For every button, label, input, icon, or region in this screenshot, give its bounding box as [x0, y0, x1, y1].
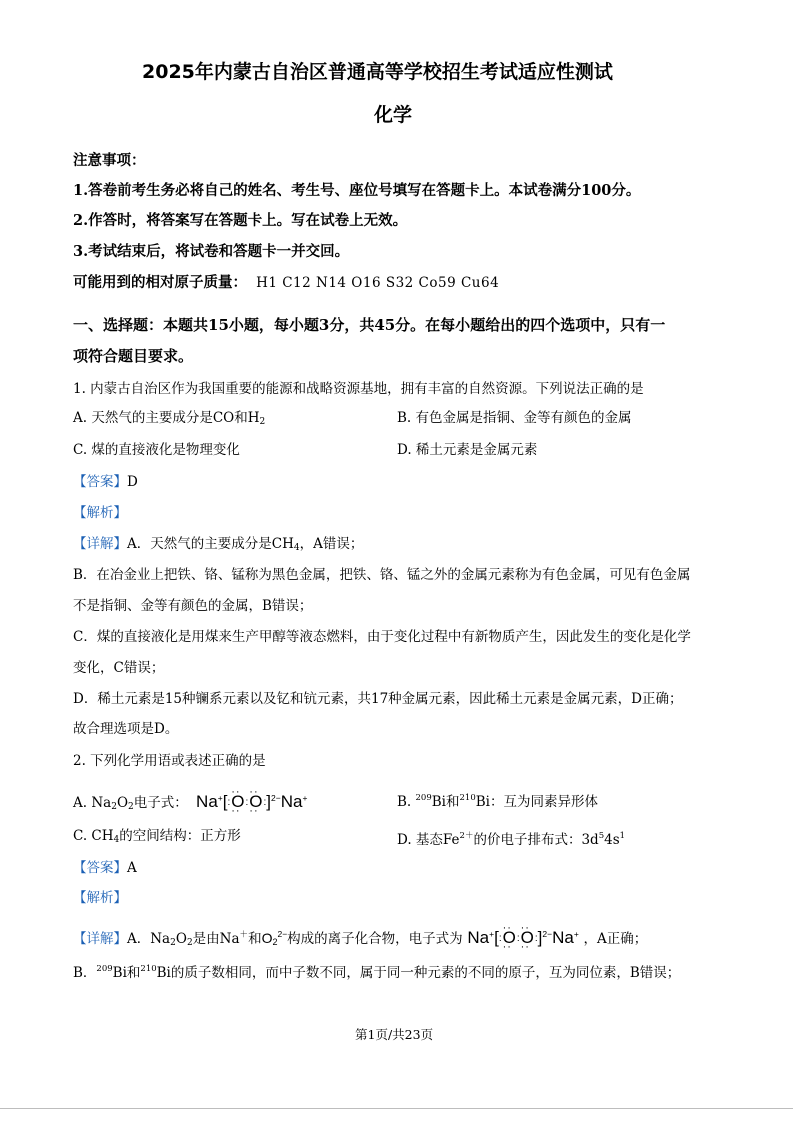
detail-tag: 【详解】 — [73, 536, 127, 552]
detail-sub1: 2 — [170, 938, 176, 948]
formula-dot: : — [245, 797, 249, 808]
formula-bracket-left: [ — [494, 928, 499, 947]
electron-formula-inline — [463, 928, 584, 947]
option-a-label: 电子式： — [133, 795, 188, 811]
formula-bracket-right: ] — [537, 928, 543, 947]
peroxide-sup: 2− — [277, 929, 288, 939]
detail-b-mid: Bi和 — [112, 965, 141, 981]
section-heading-cont: 项符合题目要求。 — [73, 347, 194, 365]
option-a-o: O — [116, 795, 129, 811]
option-c-text: C. CH — [73, 828, 114, 844]
question-2-option-a — [73, 789, 307, 816]
notice-item-2: 2.作答时，将答案写在答题卡上。写在试卷上无效。 — [73, 212, 408, 229]
formula-bracket-right: ] — [266, 792, 272, 811]
option-a-subscript: 2 — [259, 417, 266, 427]
option-c-end: 的空间结构：正方形 — [119, 828, 241, 844]
option-b-sup2: 210 — [459, 793, 476, 803]
option-d-sup: 2＋ — [459, 831, 474, 841]
option-c-sub: 4 — [113, 835, 120, 845]
atomic-mass-line — [73, 274, 499, 292]
formula-plus: + — [217, 793, 223, 803]
formula-na: Na — [280, 792, 303, 811]
detail-subscript: 4 — [293, 543, 300, 553]
detail-b-sup1: 209 — [96, 964, 113, 974]
question-1-detail-d: D．稀土元素是15种镧系元素以及钇和钪元素，共17种金属元素，因此稀土元素是金属元素，D正确； — [73, 691, 683, 707]
atomic-mass-values: H1 C12 N14 O16 S32 Co59 Cu64 — [256, 275, 500, 291]
formula-dot: : — [263, 797, 267, 808]
detail-b-sup2: 210 — [140, 964, 157, 974]
detail-text: A．Na — [127, 931, 171, 947]
option-a-text: A. 天然气的主要成分是CO和H — [73, 410, 260, 426]
question-1-stem: 1. 内蒙古自治区作为我国重要的能源和战略资源基地，拥有丰富的自然资源。下列说法正确的是 — [73, 381, 644, 397]
formula-na: Na — [467, 928, 490, 947]
formula-plus: + — [302, 793, 308, 803]
option-b-mid: Bi和 — [431, 794, 460, 810]
option-b-end: Bi：互为同素异形体 — [475, 794, 598, 810]
question-2-stem: 2. 下列化学用语或表述正确的是 — [73, 753, 266, 769]
formula-oxygen: ·· O ·· — [230, 793, 245, 811]
formula-charge: 2− — [542, 929, 553, 939]
answer-tag: 【答案】 — [73, 860, 127, 876]
question-1-detail-c: C．煤的直接液化是用煤来生产甲醇等液态燃料，由于变化过程中有新物质产生，因此发生的变化是化学 — [73, 629, 691, 645]
question-1-detail-c-cont: 变化，C错误； — [73, 660, 165, 676]
detail-sub2: 2 — [186, 938, 193, 948]
option-d-text: D. 基态Fe — [397, 832, 460, 848]
option-d-sup2: 5 — [598, 831, 605, 841]
detail-tag: 【详解】 — [73, 931, 127, 947]
question-2-detail-a — [73, 925, 647, 952]
peroxide-o: O — [261, 930, 273, 946]
notice-heading: 注意事项： — [73, 152, 146, 169]
page-title: 2025年内蒙古自治区普通高等学校招生考试适应性测试 — [142, 61, 613, 83]
detail-o: O — [175, 931, 187, 947]
notice-item-1: 1.答卷前考生务必将自己的姓名、考生号、座位号填写在答题卡上。本试卷满分100分。 — [73, 182, 641, 199]
subject-title: 化学 — [374, 104, 413, 126]
question-2-option-d — [397, 827, 625, 849]
formula-bracket-left: [ — [222, 792, 228, 811]
question-1-detail-a — [73, 535, 363, 557]
option-d-mid: 的价电子排布式：3d — [473, 832, 599, 848]
option-b-sup1: 209 — [415, 793, 432, 803]
detail-text-c: 和 — [248, 931, 262, 947]
formula-dot: : — [227, 797, 231, 808]
formula-na: Na — [552, 928, 574, 947]
answer-value: D — [127, 474, 138, 490]
atomic-mass-label: 可能用到的相对原子质量： — [73, 274, 247, 291]
option-a-text: A. Na — [73, 795, 112, 811]
question-1-analysis-tag: 【解析】 — [73, 505, 127, 521]
option-b-text: B. — [397, 794, 416, 810]
electron-formula — [196, 792, 307, 811]
option-a-sub2: 2 — [128, 802, 134, 812]
section-heading: 一、选择题：本题共15小题，每小题3分，共45分。在每小题给出的四个选项中，只有一 — [73, 316, 666, 334]
formula-plus: + — [489, 929, 495, 939]
question-1-detail-b-cont: 不是指铜、金等有颜色的金属，B错误； — [73, 598, 313, 614]
detail-sup: ＋ — [239, 930, 249, 940]
formula-plus: + — [573, 929, 579, 939]
formula-dot: : — [534, 933, 538, 944]
formula-na: Na — [196, 792, 218, 811]
question-1-option-b: B. 有色金属是指铜、金等有颜色的金属 — [397, 410, 632, 426]
detail-b-text: B． — [73, 965, 97, 981]
notice-item-3: 3.考试结束后，将试卷和答题卡一并交回。 — [73, 243, 350, 260]
question-1-option-a — [73, 409, 265, 431]
answer-value: A — [127, 860, 137, 876]
detail-text-e: ，A正确； — [583, 931, 648, 947]
question-2-option-c — [73, 827, 241, 849]
answer-tag: 【答案】 — [73, 474, 127, 490]
peroxide-ion — [262, 930, 288, 946]
question-1-answer — [73, 473, 138, 491]
formula-charge: 2− — [271, 793, 281, 803]
question-2-detail-b — [73, 960, 680, 982]
formula-dot: : — [516, 933, 520, 944]
detail-text-d: 构成的离子化合物，电子式为 — [287, 931, 463, 947]
question-1-detail-b: B．在冶金业上把铁、铬、锰称为黑色金属，把铁、铬、锰之外的金属元素称为有色金属，可见有色金属 — [73, 567, 691, 583]
detail-b-end: Bi的质子数相同，而中子数不同，属于同一种元素的不同的原子，互为同位素，B错误； — [156, 965, 681, 981]
peroxide-sub: 2 — [272, 937, 278, 947]
option-d-sup3: 1 — [619, 831, 626, 841]
detail-text-end: ，A错误； — [299, 536, 364, 552]
formula-oxygen: ·· O ·· — [502, 929, 517, 947]
page-number: 第1页/共23页 — [355, 1027, 434, 1042]
question-1-detail-d-cont: 故合理选项是D。 — [73, 721, 179, 737]
bottom-divider — [0, 1108, 793, 1109]
formula-dot: : — [498, 933, 502, 944]
question-1-option-c: C. 煤的直接液化是物理变化 — [73, 442, 240, 458]
question-1-option-d: D. 稀土元素是金属元素 — [397, 442, 538, 458]
detail-text: A．天然气的主要成分是CH — [127, 536, 294, 552]
question-2-answer — [73, 859, 137, 877]
question-2-option-b — [397, 789, 598, 811]
question-2-analysis-tag: 【解析】 — [73, 890, 127, 906]
option-d-mid2: 4s — [604, 832, 620, 848]
option-a-sub1: 2 — [111, 802, 117, 812]
detail-text-b: 是由Na — [192, 931, 240, 947]
formula-oxygen: ·· O ·· — [248, 793, 263, 811]
formula-oxygen: ·· O ·· — [520, 929, 535, 947]
